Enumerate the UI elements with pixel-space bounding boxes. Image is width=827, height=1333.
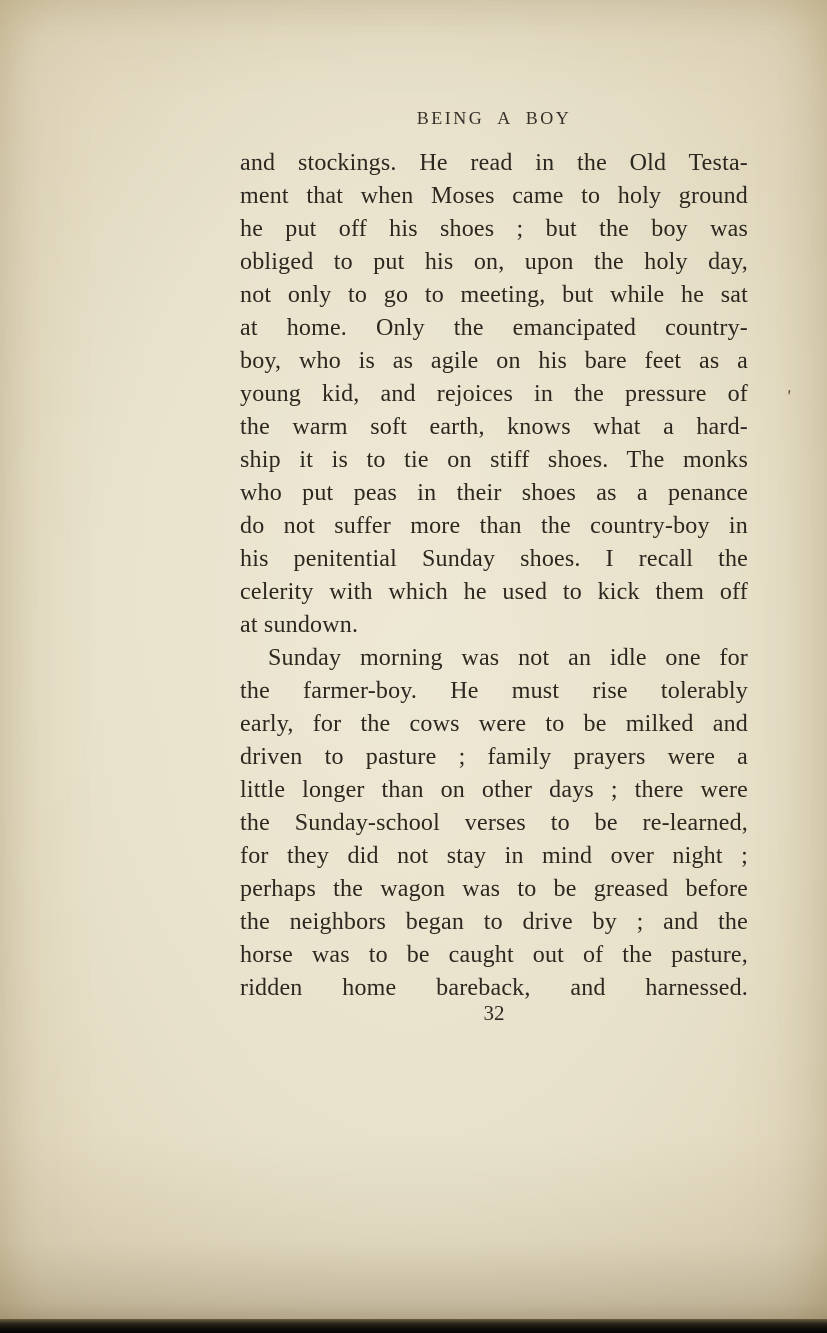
text-line: horse was to be caught out of the pasture, <box>240 942 748 968</box>
text-line: the warm soft earth, knows what a hard- <box>240 414 748 440</box>
text-line: his penitential Sunday shoes. I recall the <box>240 546 748 572</box>
text-line: not only to go to meeting, but while he sat <box>240 282 748 308</box>
scan-artifact-mark: ' <box>785 385 792 407</box>
text-line: early, for the cows were to be milked and <box>240 711 748 737</box>
text-line: he put off his shoes ; but the boy was <box>240 216 748 242</box>
text-line: the farmer-boy. He must rise tolerably <box>240 678 748 704</box>
running-header: BEING A BOY <box>416 108 572 128</box>
text-line: celerity with which he used to kick them off <box>240 579 748 605</box>
text-line: obliged to put his on, upon the holy day, <box>240 249 748 275</box>
text-line: at home. Only the emancipated country- <box>240 315 748 341</box>
text-line-paragraph-end: at sundown. <box>240 612 359 638</box>
scan-bottom-shading <box>0 1133 827 1333</box>
text-line: driven to pasture ; family prayers were a <box>240 744 748 770</box>
text-line: ment that when Moses came to holy ground <box>240 183 748 209</box>
text-line: boy, who is as agile on his bare feet as a <box>240 348 748 374</box>
text-line: ship it is to tie on stiff shoes. The monks <box>240 447 748 473</box>
text-line-paragraph-start: Sunday morning was not an idle one for <box>268 645 748 671</box>
text-line: who put peas in their shoes as a penance <box>240 480 748 506</box>
page-number: 32 <box>483 1001 505 1025</box>
scan-edge-bottom <box>0 1319 827 1333</box>
text-line: and stockings. He read in the Old Testa- <box>240 150 748 176</box>
text-line: little longer than on other days ; there were <box>240 777 748 803</box>
text-line: the neighbors began to drive by ; and the <box>240 909 748 935</box>
text-line: the Sunday-school verses to be re-learned, <box>240 810 748 836</box>
page-text-block <box>240 147 748 1005</box>
text-line: for they did not stay in mind over night ; <box>240 843 748 869</box>
text-line: do not suffer more than the country-boy in <box>240 513 748 539</box>
text-line: young kid, and rejoices in the pressure of <box>240 381 748 407</box>
text-line: perhaps the wagon was to be greased before <box>240 876 748 902</box>
text-line: ridden home bareback, and harnessed. <box>240 975 748 1001</box>
